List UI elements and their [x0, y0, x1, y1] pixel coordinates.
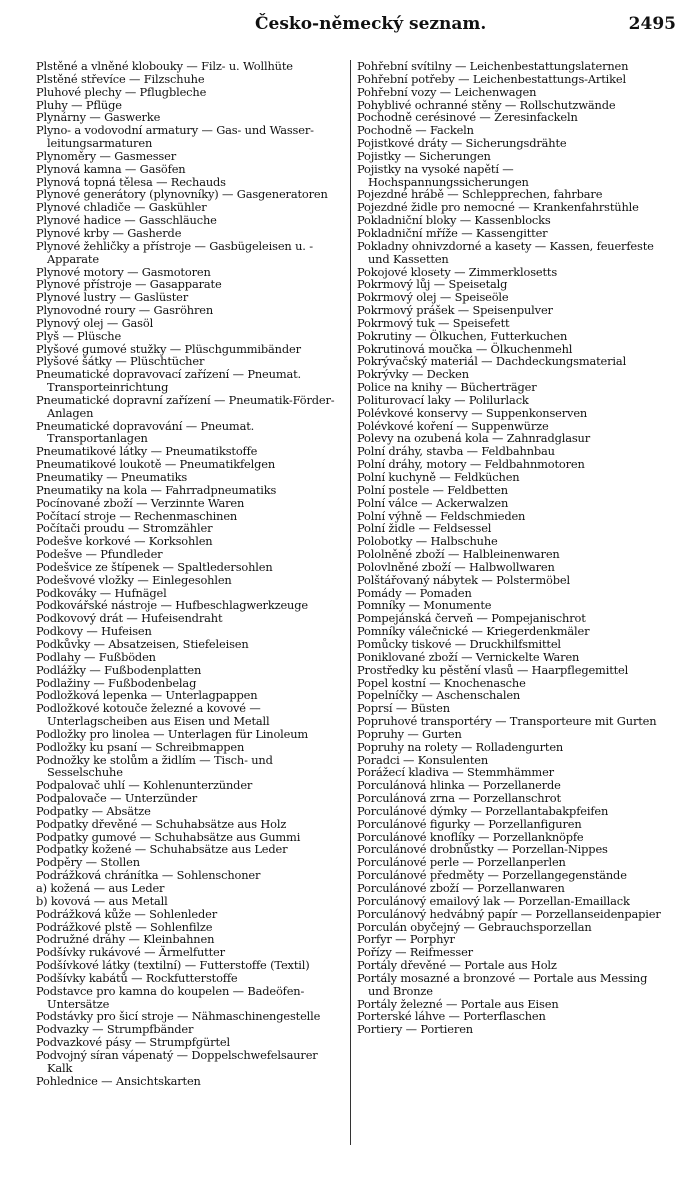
- index-entry: Porfyr — Porphyr: [357, 932, 455, 947]
- index-entry: Pneumatikové loukotě — Pneumatikfelgen: [36, 457, 276, 472]
- index-entry: Polní dráhy, motory — Feldbahnmotoren: [357, 457, 585, 472]
- index-entry: Pneumatiky — Pneumatiks: [36, 470, 188, 484]
- index-entry: Pneumatické dopravní zařízení — Pneumatik-Förder-Anlagen: [36, 392, 335, 420]
- index-entry: Pocínované zboží — Verzinnte Waren: [36, 495, 245, 510]
- index-entry: Prostředky ku pěstění vlasů — Haarpflegemittel: [357, 662, 629, 677]
- index-entry: Pojistky — Sicherungen: [357, 148, 491, 163]
- index-entry: Pohřební svítilny — Leichenbestattungslaternen: [357, 59, 629, 73]
- index-entry: Porculánový emailový lak — Porzellan-Emaillack: [357, 893, 630, 908]
- index-entry: Podkovářské nástroje — Hufbeschlagwerkzeuge: [36, 598, 308, 613]
- index-entry: Podvojný síran vápenatý — Doppelschwefelsaurer Kalk: [36, 1047, 318, 1075]
- index-entry: Portály dřevěné — Portale aus Holz: [357, 958, 557, 973]
- index-entry: Plyš — Plüsche: [36, 328, 122, 343]
- index-entry: Plynový olej — Gasöl: [36, 315, 154, 330]
- index-entry: Plynové generátory (plynovníky) — Gasgeneratoren: [36, 187, 328, 202]
- index-entry: Pomníky válečnické — Kriegerdenkmäler: [357, 624, 590, 639]
- index-entry: a) kožená — aus Leder: [36, 881, 165, 895]
- index-entry: Podlahy — Fußböden: [36, 649, 156, 664]
- index-entry: Polštářovaný nábytek — Polstermöbel: [357, 572, 570, 587]
- index-entry: Polovlněné zboží — Halbwollwaren: [357, 559, 555, 574]
- index-entry: Porculánové figurky — Porzellanfiguren: [357, 816, 582, 831]
- index-entry: Polní postele — Feldbetten: [357, 482, 508, 497]
- index-entry: Pohřební potřeby — Leichenbestattungs-Artikel: [357, 71, 626, 86]
- index-entry: Podpalovač uhlí — Kohlenunterzünder: [36, 778, 253, 793]
- index-entry: Pneumatické dopravovací zařízení — Pneumat. Transporteinrichtung: [36, 367, 302, 395]
- index-entry: Pokojové klosety — Zimmerklosetts: [357, 264, 558, 279]
- index-entry: Pokladniční mříže — Kassengitter: [357, 225, 548, 240]
- index-entry: Polobotky — Halbschuhe: [357, 534, 498, 549]
- index-entry: Pohyblivé ochranné stěny — Rollschutzwände: [357, 97, 616, 112]
- index-entry: Polní dráhy, stavba — Feldbahnbau: [357, 444, 555, 459]
- index-entry: Portály mosazné a bronzové — Portale aus Messing und Bronze: [357, 970, 648, 998]
- index-entry: Popelníčky — Aschenschalen: [357, 688, 521, 703]
- index-entry: Popruhové transportéry — Transporteure mit Gurten: [357, 714, 657, 729]
- index-entry: Porculánové dýmky — Porzellantabakpfeifen: [357, 803, 609, 818]
- index-entry: Podložkové kotouče železné a kovové — Unterlagscheiben aus Eisen und Metall: [36, 701, 270, 729]
- index-entry: Plstěné střevíce — Filzschuhe: [36, 71, 205, 86]
- index-entry: Plynové hadice — Gasschläuche: [36, 213, 217, 228]
- index-entry: Porculánové drobnůstky — Porzellan-Nippes: [357, 842, 608, 857]
- index-entry: b) kovová — aus Metall: [36, 893, 168, 908]
- index-entry: Plynárny — Gaswerke: [36, 110, 161, 125]
- index-entry: Pluhy — Pflüge: [36, 97, 122, 112]
- index-entry: Poniklované zboží — Vernickelte Waren: [357, 649, 580, 664]
- index-entry: Plyno- a vodovodní armatury — Gas- und Wasser-leitungsarmaturen: [36, 123, 314, 151]
- index-entry: Podpěry — Stollen: [36, 855, 140, 870]
- index-entry: Podešve — Pfundleder: [36, 547, 163, 562]
- index-entry: Porážecí kladiva — Stemmhämmer: [357, 765, 554, 780]
- index-entry: Porculánové knoflíky — Porzellanknöpfe: [357, 829, 584, 844]
- index-entry: Plynové chladiče — Gaskühler: [36, 200, 207, 215]
- index-entry: Plynová topná tělesa — Rechauds: [36, 174, 226, 189]
- index-entry: Pololněné zboží — Halbleinenwaren: [357, 547, 560, 562]
- index-entry: Podstavce pro kamna do koupelen — Badeöfen-Untersätze: [36, 983, 305, 1011]
- index-entry: Porculánový hedvábný papír — Porzellanseidenpapier: [357, 906, 661, 921]
- index-entry: Plynovodné roury — Gasröhren: [36, 303, 214, 318]
- index-entry: Pojezdné hrábě — Schlepprechen, fahrbare: [357, 187, 603, 202]
- index-entry: Pokladny ohnivzdorné a kasety — Kassen, feuerfeste und Kassetten: [357, 238, 654, 266]
- index-entry: Počítači proudu — Stromzähler: [36, 521, 213, 536]
- index-entry: Pokrutinová moučka — Ölkuchenmehl: [357, 341, 573, 356]
- index-entry: Podrážkové plstě — Sohlenfilze: [36, 919, 213, 934]
- index-entry: Police na knihy — Bücherträger: [357, 380, 537, 395]
- index-entry: Pochodně cerésinové — Zeresinfackeln: [357, 110, 578, 125]
- page-header: [0, 14, 698, 42]
- index-entry: Poprsí — Büsten: [357, 701, 450, 716]
- index-entry: Porculánové perle — Porzellanperlen: [357, 855, 566, 870]
- index-entry: Podšívkové látky (textilní) — Futterstoffe (Textil): [36, 958, 310, 973]
- index-entry: Porculánové předměty — Porzellangegenstände: [357, 868, 627, 883]
- index-entry: Podkůvky — Absatzeisen, Stiefeleisen: [36, 636, 249, 651]
- index-entry: Pokrývky — Decken: [357, 367, 469, 382]
- left-column: [36, 60, 346, 1088]
- index-entry: Pneumatikové látky — Pneumatikstoffe: [36, 444, 258, 459]
- index-entry: Podlážky — Fußbodenplatten: [36, 662, 202, 677]
- index-entry: Porculánové zboží — Porzellanwaren: [357, 881, 565, 895]
- index-entry: Plynové přístroje — Gasapparate: [36, 277, 222, 292]
- index-entry: Plynová kamna — Gasöfen: [36, 161, 186, 176]
- index-entry: Plynoměry — Gasmesser: [36, 148, 176, 163]
- index-entry: Pomády — Pomaden: [357, 585, 472, 600]
- index-entry: Pneumatické dopravování — Pneumat. Transportanlagen: [36, 418, 255, 446]
- index-entry: Podšívky kabátů — Rockfutterstoffe: [36, 970, 238, 985]
- column-divider: [350, 60, 351, 1145]
- index-entry: Polní válce — Ackerwalzen: [357, 495, 509, 510]
- index-entry: Pokrývačský materiál — Dachdeckungsmaterial: [357, 354, 627, 369]
- index-entry: Polní židle — Feldsessel: [357, 521, 492, 536]
- index-entry: Podvazkové pásy — Strumpfgürtel: [36, 1035, 230, 1050]
- index-entry: Pokrmový prášek — Speisenpulver: [357, 303, 553, 318]
- index-entry: Pokladniční bloky — Kassenblocks: [357, 213, 551, 228]
- index-entry: Polévkové koření — Suppenwürze: [357, 418, 549, 433]
- index-entry: Počítací stroje — Rechenmaschinen: [36, 508, 238, 523]
- index-entry: Podpatky — Absätze: [36, 803, 151, 818]
- index-entry: Pohřební vozy — Leichenwagen: [357, 84, 537, 99]
- index-entry: Pojistky na vysoké napětí — Hochspannungssicherungen: [357, 161, 529, 189]
- index-entry: Podložková lepenka — Unterlagpappen: [36, 688, 258, 703]
- index-entry: Plynové lustry — Gaslüster: [36, 290, 189, 305]
- index-entry: Podpalovače — Unterzünder: [36, 791, 198, 806]
- index-entry: Plynové žehličky a přístroje — Gasbügeleisen u. -Apparate: [36, 238, 313, 266]
- index-entry: Podnožky ke stolům a židlím — Tisch- und Sesselschuhe: [36, 752, 273, 780]
- index-entry: Podpatky gumové — Schuhabsätze aus Gummi: [36, 829, 301, 844]
- index-entry: Pompejánská červeň — Pompejanischrot: [357, 611, 586, 626]
- index-entry: Pojistkové dráty — Sicherungsdrähte: [357, 136, 567, 151]
- index-entry: Pluhové plechy — Pflugbleche: [36, 84, 207, 99]
- index-entry: Popruhy na rolety — Rolladengurten: [357, 739, 564, 754]
- index-entry: Porterské láhve — Porterflaschen: [357, 1009, 546, 1024]
- page-title: Česko-německý seznam.: [255, 14, 487, 34]
- index-entry: Pomůcky tiskové — Druckhilfsmittel: [357, 636, 561, 651]
- index-entry: Podšívky rukávové — Ärmelfutter: [36, 945, 225, 960]
- index-entry: Podrážková kůže — Sohlenleder: [36, 906, 218, 921]
- index-entry: Polevy na ozubená kola — Zahnradglasur: [357, 431, 591, 446]
- index-entry: Pokrmový tuk — Speisefett: [357, 315, 510, 330]
- index-entry: Podvazky — Strumpfbänder: [36, 1022, 194, 1037]
- index-entry: Pokrmový olej — Speiseöle: [357, 290, 509, 305]
- index-entry: Podkováky — Hufnägel: [36, 585, 167, 600]
- index-entry: Porculánová zrna — Porzellanschrot: [357, 791, 561, 806]
- index-entry: Polní kuchyně — Feldküchen: [357, 470, 520, 484]
- index-entry: Podpatky dřevěné — Schuhabsätze aus Holz: [36, 816, 287, 831]
- index-entry: Podkovový drát — Hufeisendraht: [36, 611, 223, 626]
- index-entry: Pohlednice — Ansichtskarten: [36, 1073, 201, 1088]
- index-entry: Plyšové šátky — Plüschtücher: [36, 354, 205, 369]
- index-entry: Portály železné — Portale aus Eisen: [357, 996, 559, 1011]
- index-entry: Podpatky kožené — Schuhabsätze aus Leder: [36, 842, 288, 857]
- index-entry: Podstávky pro šicí stroje — Nähmaschinengestelle: [36, 1009, 321, 1024]
- index-entry: Popel kostní — Knochenasche: [357, 675, 526, 690]
- index-entry: Pneumatiky na kola — Fahrradpneumatiks: [36, 482, 277, 497]
- index-entry: Politurovací laky — Polilurlack: [357, 392, 529, 407]
- page-number: 2495: [628, 14, 676, 34]
- index-entry: Pokrmový lůj — Speisetalg: [357, 277, 508, 292]
- index-entry: Podešvové vložky — Einlegesohlen: [36, 572, 232, 587]
- index-entry: Poradci — Konsulenten: [357, 752, 489, 767]
- index-entry: Popruhy — Gurten: [357, 726, 462, 741]
- index-entry: Pořízy — Reifmesser: [357, 945, 473, 960]
- index-entry: Podlažiny — Fußbodenbelag: [36, 675, 197, 690]
- index-entry: Pokrutiny — Ölkuchen, Futterkuchen: [357, 328, 568, 343]
- index-entry: Podrážková chránítka — Sohlenschoner: [36, 868, 261, 883]
- right-column: [357, 60, 669, 1036]
- index-entry: Polévkové konservy — Suppenkonserven: [357, 405, 588, 420]
- index-entry: Podešve korkové — Korksohlen: [36, 534, 213, 549]
- index-entry: Plynové motory — Gasmotoren: [36, 264, 211, 279]
- index-entry: Plstěné a vlněné klobouky — Filz- u. Wollhüte: [36, 59, 293, 73]
- index-entry: Polní výhně — Feldschmieden: [357, 508, 526, 523]
- index-entry: Podkovy — Hufeisen: [36, 624, 152, 639]
- index-entry: Podložky ku psaní — Schreibmappen: [36, 739, 245, 754]
- index-entry: Pochodně — Fackeln: [357, 123, 474, 138]
- index-entry: Pomníky — Monumente: [357, 598, 492, 613]
- index-entry: Plyšové gumové stužky — Plüschgummibänder: [36, 341, 301, 356]
- index-entry: Pojezdné židle pro nemocné — Krankenfahrstühle: [357, 200, 639, 215]
- index-entry: Plynové krby — Gasherde: [36, 225, 182, 240]
- index-entry: Podešvice ze štípenek — Spaltledersohlen: [36, 559, 273, 574]
- index-entry: Podružné dráhy — Kleinbahnen: [36, 932, 215, 947]
- index-entry: Podložky pro linolea — Unterlagen für Linoleum: [36, 726, 309, 741]
- index-entry: Porculánová hlinka — Porzellanerde: [357, 778, 561, 793]
- index-entry: Portiery — Portieren: [357, 1022, 473, 1037]
- index-entry: Porculán obyčejný — Gebrauchsporzellan: [357, 919, 592, 934]
